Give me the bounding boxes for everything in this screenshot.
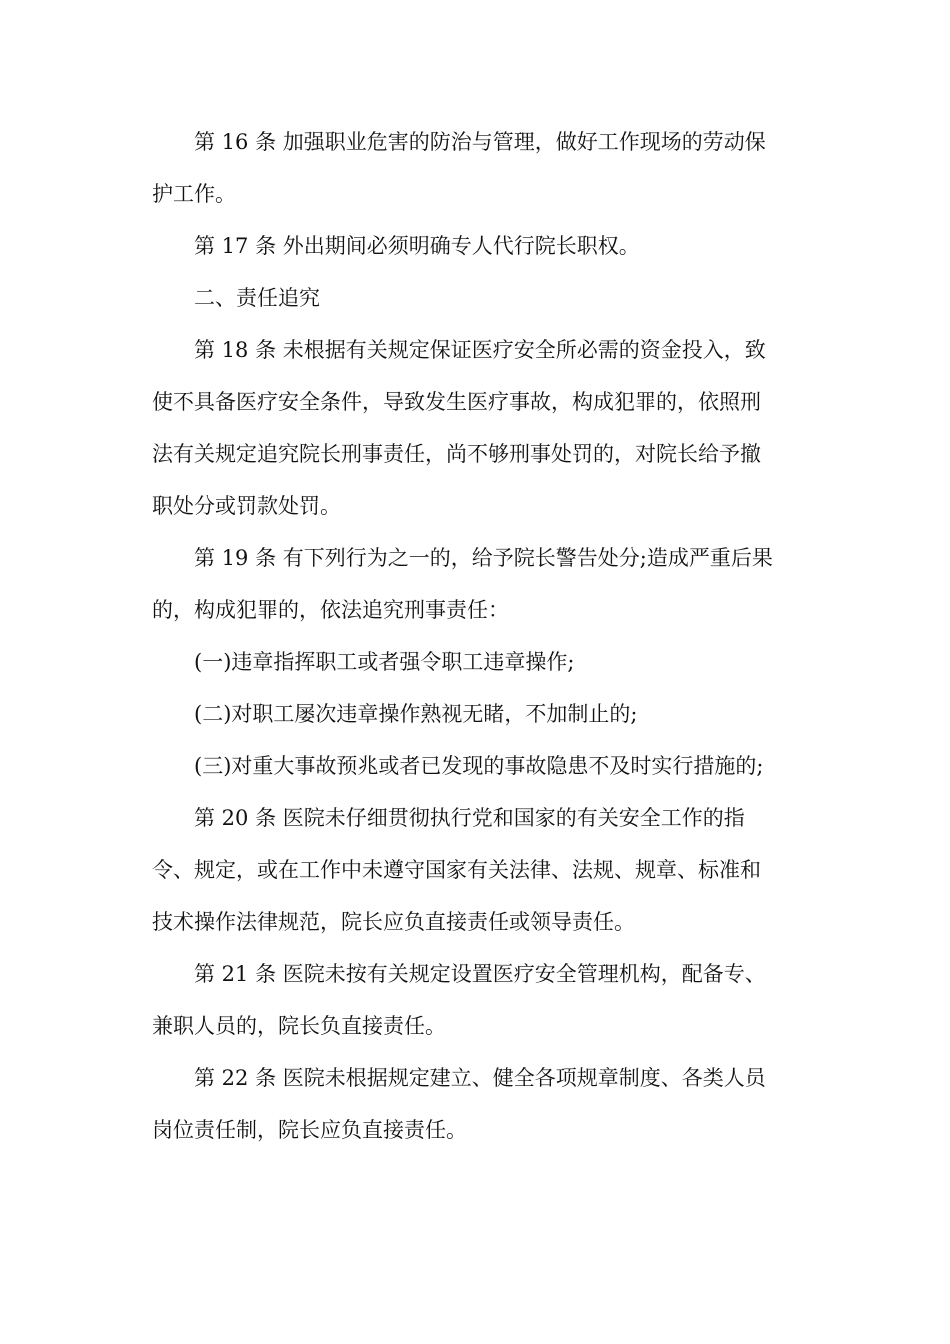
text-line: 第 19 条 有下列行为之一的，给予院长警告处分;造成严重后果 xyxy=(194,546,773,570)
paragraph-article-21 xyxy=(152,948,804,1052)
paragraph-article-18 xyxy=(152,324,804,532)
paragraph-article-20 xyxy=(152,792,804,948)
text-line: 第 17 条 外出期间必须明确专人代行院长职权。 xyxy=(194,234,640,258)
text-line: 护工作。 xyxy=(152,182,236,206)
text-line: 职处分或罚款处罚。 xyxy=(152,494,341,518)
text-line: 第 21 条 医院未按有关规定设置医疗安全管理机构，配备专、 xyxy=(194,962,766,986)
text-line: 技术操作法律规范，院长应负直接责任或领导责任。 xyxy=(152,910,635,934)
text-line: 第 16 条 加强职业危害的防治与管理，做好工作现场的劳动保 xyxy=(194,130,766,154)
paragraph-article-19 xyxy=(152,532,804,636)
paragraph-article-17 xyxy=(152,220,804,272)
text-line: 法有关规定追究院长刑事责任，尚不够刑事处罚的，对院长给予撤 xyxy=(152,442,761,466)
text-line: 岗位责任制，院长应负直接责任。 xyxy=(152,1118,467,1142)
text-line: (二)对职工屡次违章操作熟视无睹，不加制止的; xyxy=(194,702,638,726)
section-heading-liability xyxy=(152,272,804,324)
text-line: 兼职人员的，院长负直接责任。 xyxy=(152,1014,446,1038)
text-line: 令、规定，或在工作中未遵守国家有关法律、法规、规章、标准和 xyxy=(152,858,761,882)
text-line: 第 18 条 未根据有关规定保证医疗安全所必需的资金投入，致 xyxy=(194,338,766,362)
text-line: 第 20 条 医院未仔细贯彻执行党和国家的有关安全工作的指 xyxy=(194,806,745,830)
text-line: (一)违章指挥职工或者强令职工违章操作; xyxy=(194,650,575,674)
section-heading: 二、责任追究 xyxy=(194,286,320,310)
text-line: 第 22 条 医院未根据规定建立、健全各项规章制度、各类人员 xyxy=(194,1066,766,1090)
list-item-2 xyxy=(152,688,804,740)
paragraph-article-22 xyxy=(152,1052,804,1156)
document-body xyxy=(152,116,804,1156)
list-item-3 xyxy=(152,740,804,792)
text-line: 的，构成犯罪的，依法追究刑事责任： xyxy=(152,598,509,622)
paragraph-article-16 xyxy=(152,116,804,220)
text-line: (三)对重大事故预兆或者已发现的事故隐患不及时实行措施的; xyxy=(194,754,764,778)
text-line: 使不具备医疗安全条件，导致发生医疗事故，构成犯罪的，依照刑 xyxy=(152,390,761,414)
list-item-1 xyxy=(152,636,804,688)
